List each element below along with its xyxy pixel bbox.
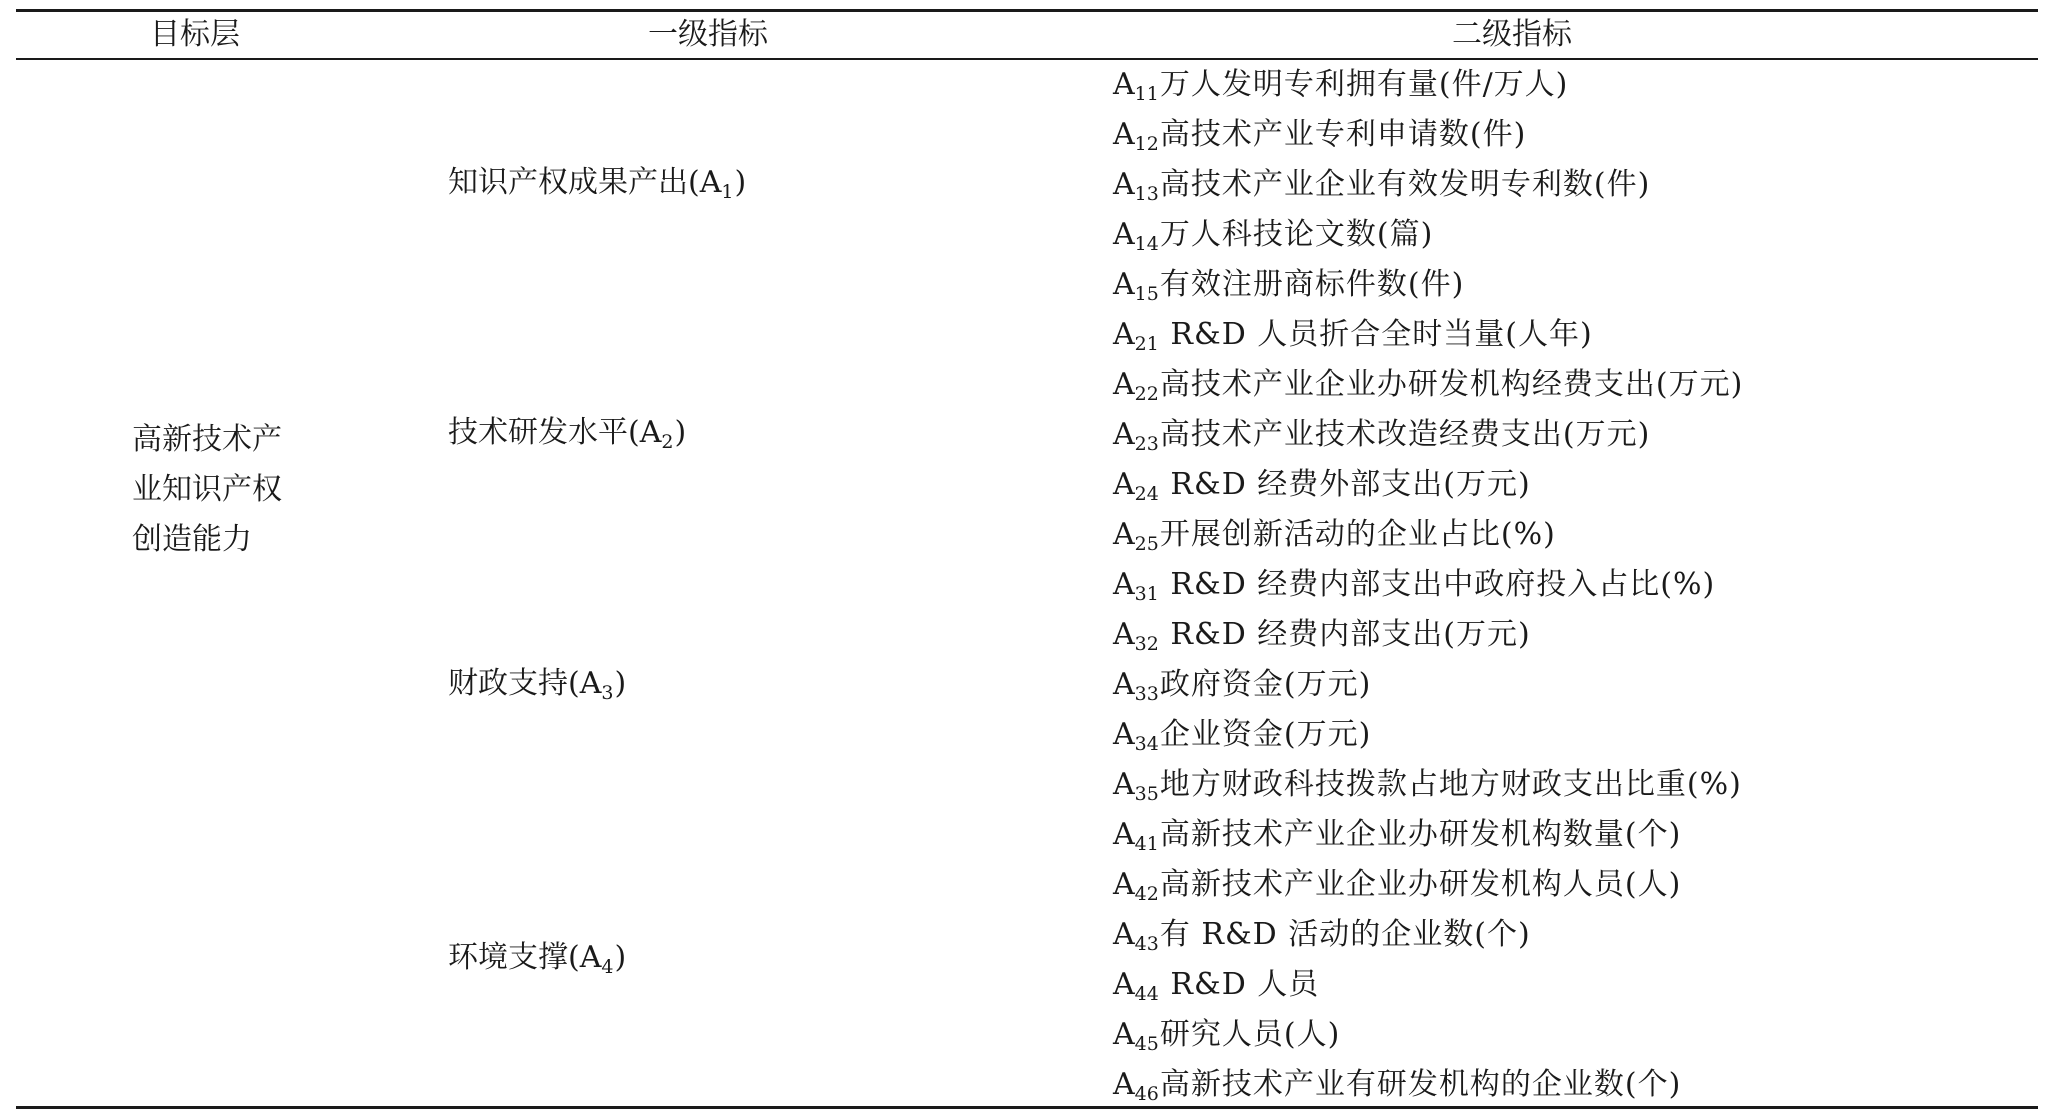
indicator-text: 政府资金(万元)	[1159, 667, 1372, 702]
level2-indicator-a31	[1113, 560, 2033, 610]
level2-indicator-a43	[1113, 910, 2033, 960]
indicator-code-letter: A	[1113, 117, 1135, 152]
level2-indicator-list	[1113, 60, 2033, 1110]
indicator-text: 开展创新活动的企业占比(%)	[1159, 517, 1556, 552]
level2-indicator-a46	[1113, 1060, 2033, 1110]
level2-indicator-a32	[1113, 610, 2033, 660]
level2-indicator-a14	[1113, 210, 2033, 260]
level1-close: )	[614, 940, 627, 975]
indicator-code-letter: A	[1113, 267, 1135, 302]
indicator-code-subscript: 35	[1134, 783, 1159, 805]
indicator-text: 高技术产业企业办研发机构经费支出(万元)	[1159, 367, 1744, 402]
indicator-code-letter: A	[1113, 517, 1135, 552]
indicator-code-subscript: 31	[1134, 583, 1159, 605]
level2-indicator-a25	[1113, 510, 2033, 560]
level2-indicator-a11	[1113, 60, 2033, 110]
level1-label: 财政支持(A	[448, 666, 602, 701]
level2-indicator-a42	[1113, 860, 2033, 910]
level1-close: )	[674, 415, 687, 450]
indicator-code-letter: A	[1113, 1067, 1135, 1102]
indicator-code-letter: A	[1113, 867, 1135, 902]
indicator-text: R&D 经费外部支出(万元)	[1159, 467, 1531, 502]
level2-indicator-a23	[1113, 410, 2033, 460]
indicator-text: 地方财政科技拨款占地方财政支出比重(%)	[1159, 767, 1742, 802]
indicator-code-letter: A	[1113, 167, 1135, 202]
level2-indicator-a45	[1113, 1010, 2033, 1060]
indicator-code-letter: A	[1113, 767, 1135, 802]
level2-indicator-a44	[1113, 960, 2033, 1010]
indicator-code-subscript: 42	[1134, 883, 1159, 905]
level1-close: )	[734, 165, 747, 200]
indicator-code-letter: A	[1113, 617, 1135, 652]
level1-subscript: 1	[721, 181, 734, 203]
header-goal-layer: 目标层	[150, 17, 240, 52]
header-level2-indicator: 二级指标	[1452, 17, 1572, 52]
level1-label: 环境支撑(A	[448, 940, 602, 975]
indicator-code-subscript: 45	[1134, 1033, 1159, 1055]
indicator-code-subscript: 44	[1134, 983, 1159, 1005]
indicator-code-subscript: 33	[1134, 683, 1159, 705]
level1-indicator-a4	[448, 933, 626, 983]
indicator-code-subscript: 14	[1134, 233, 1159, 255]
level2-indicator-a34	[1113, 710, 2033, 760]
goal-layer-cell: 高新技术产业知识产权创造能力	[132, 422, 282, 557]
indicator-text: 高技术产业企业有效发明专利数(件)	[1159, 167, 1651, 202]
indicator-code-subscript: 23	[1134, 433, 1159, 455]
indicator-text: 企业资金(万元)	[1159, 717, 1372, 752]
indicator-text: 万人发明专利拥有量(件/万人)	[1159, 67, 1569, 102]
indicator-code-subscript: 46	[1134, 1083, 1159, 1105]
level2-indicator-a15	[1113, 260, 2033, 310]
indicator-code-subscript: 25	[1134, 533, 1159, 555]
indicator-code-subscript: 22	[1134, 383, 1159, 405]
indicator-code-letter: A	[1113, 467, 1135, 502]
indicator-text: 有效注册商标件数(件)	[1159, 267, 1465, 302]
indicator-code-letter: A	[1113, 217, 1135, 252]
indicator-text: 高技术产业技术改造经费支出(万元)	[1159, 417, 1651, 452]
indicator-code-subscript: 11	[1134, 83, 1159, 105]
level1-label: 技术研发水平(A	[448, 415, 662, 450]
level1-indicator-a2	[448, 408, 686, 458]
indicator-code-letter: A	[1113, 917, 1135, 952]
indicator-text: R&D 经费内部支出(万元)	[1159, 617, 1531, 652]
indicator-code-subscript: 24	[1134, 483, 1159, 505]
level1-subscript: 2	[661, 431, 674, 453]
level2-indicator-a24	[1113, 460, 2033, 510]
indicator-code-subscript: 15	[1134, 283, 1159, 305]
indicator-code-letter: A	[1113, 817, 1135, 852]
level2-indicator-a21	[1113, 310, 2033, 360]
indicator-text: 研究人员(人)	[1159, 1017, 1341, 1052]
indicator-text: 高技术产业专利申请数(件)	[1159, 117, 1527, 152]
indicator-code-letter: A	[1113, 67, 1135, 102]
indicator-text: 有 R&D 活动的企业数(个)	[1159, 917, 1531, 952]
header-level1-indicator: 一级指标	[648, 17, 768, 52]
level1-indicator-a3	[448, 659, 626, 709]
indicator-code-subscript: 32	[1134, 633, 1159, 655]
level1-indicator-a1	[448, 158, 746, 208]
indicator-code-letter: A	[1113, 667, 1135, 702]
level2-indicator-a33	[1113, 660, 2033, 710]
indicator-code-subscript: 41	[1134, 833, 1159, 855]
indicator-code-letter: A	[1113, 317, 1135, 352]
level1-subscript: 4	[601, 956, 614, 978]
indicator-text: 万人科技论文数(篇)	[1159, 217, 1434, 252]
level1-close: )	[614, 666, 627, 701]
level2-indicator-a41	[1113, 810, 2033, 860]
indicator-text: R&D 人员折合全时当量(人年)	[1159, 317, 1593, 352]
indicator-code-letter: A	[1113, 567, 1135, 602]
indicator-text: R&D 经费内部支出中政府投入占比(%)	[1159, 567, 1716, 602]
table-bottom-rule	[16, 1106, 2038, 1109]
indicator-code-letter: A	[1113, 417, 1135, 452]
indicator-text: R&D 人员	[1159, 967, 1320, 1002]
level2-indicator-a22	[1113, 360, 2033, 410]
indicator-code-subscript: 43	[1134, 933, 1159, 955]
level1-label: 知识产权成果产出(A	[448, 165, 722, 200]
indicator-text: 高新技术产业有研发机构的企业数(个)	[1159, 1067, 1682, 1102]
indicator-code-subscript: 12	[1134, 133, 1159, 155]
level2-indicator-a12	[1113, 110, 2033, 160]
indicator-code-subscript: 21	[1134, 333, 1159, 355]
indicator-text: 高新技术产业企业办研发机构人员(人)	[1159, 867, 1682, 902]
indicator-code-letter: A	[1113, 367, 1135, 402]
level2-indicator-a13	[1113, 160, 2033, 210]
indicator-code-letter: A	[1113, 1017, 1135, 1052]
table-top-rule	[16, 9, 2038, 12]
indicator-code-subscript: 13	[1134, 183, 1159, 205]
indicator-code-subscript: 34	[1134, 733, 1159, 755]
indicator-code-letter: A	[1113, 967, 1135, 1002]
level1-subscript: 3	[601, 682, 614, 704]
indicator-text: 高新技术产业企业办研发机构数量(个)	[1159, 817, 1682, 852]
indicator-code-letter: A	[1113, 717, 1135, 752]
level2-indicator-a35	[1113, 760, 2033, 810]
